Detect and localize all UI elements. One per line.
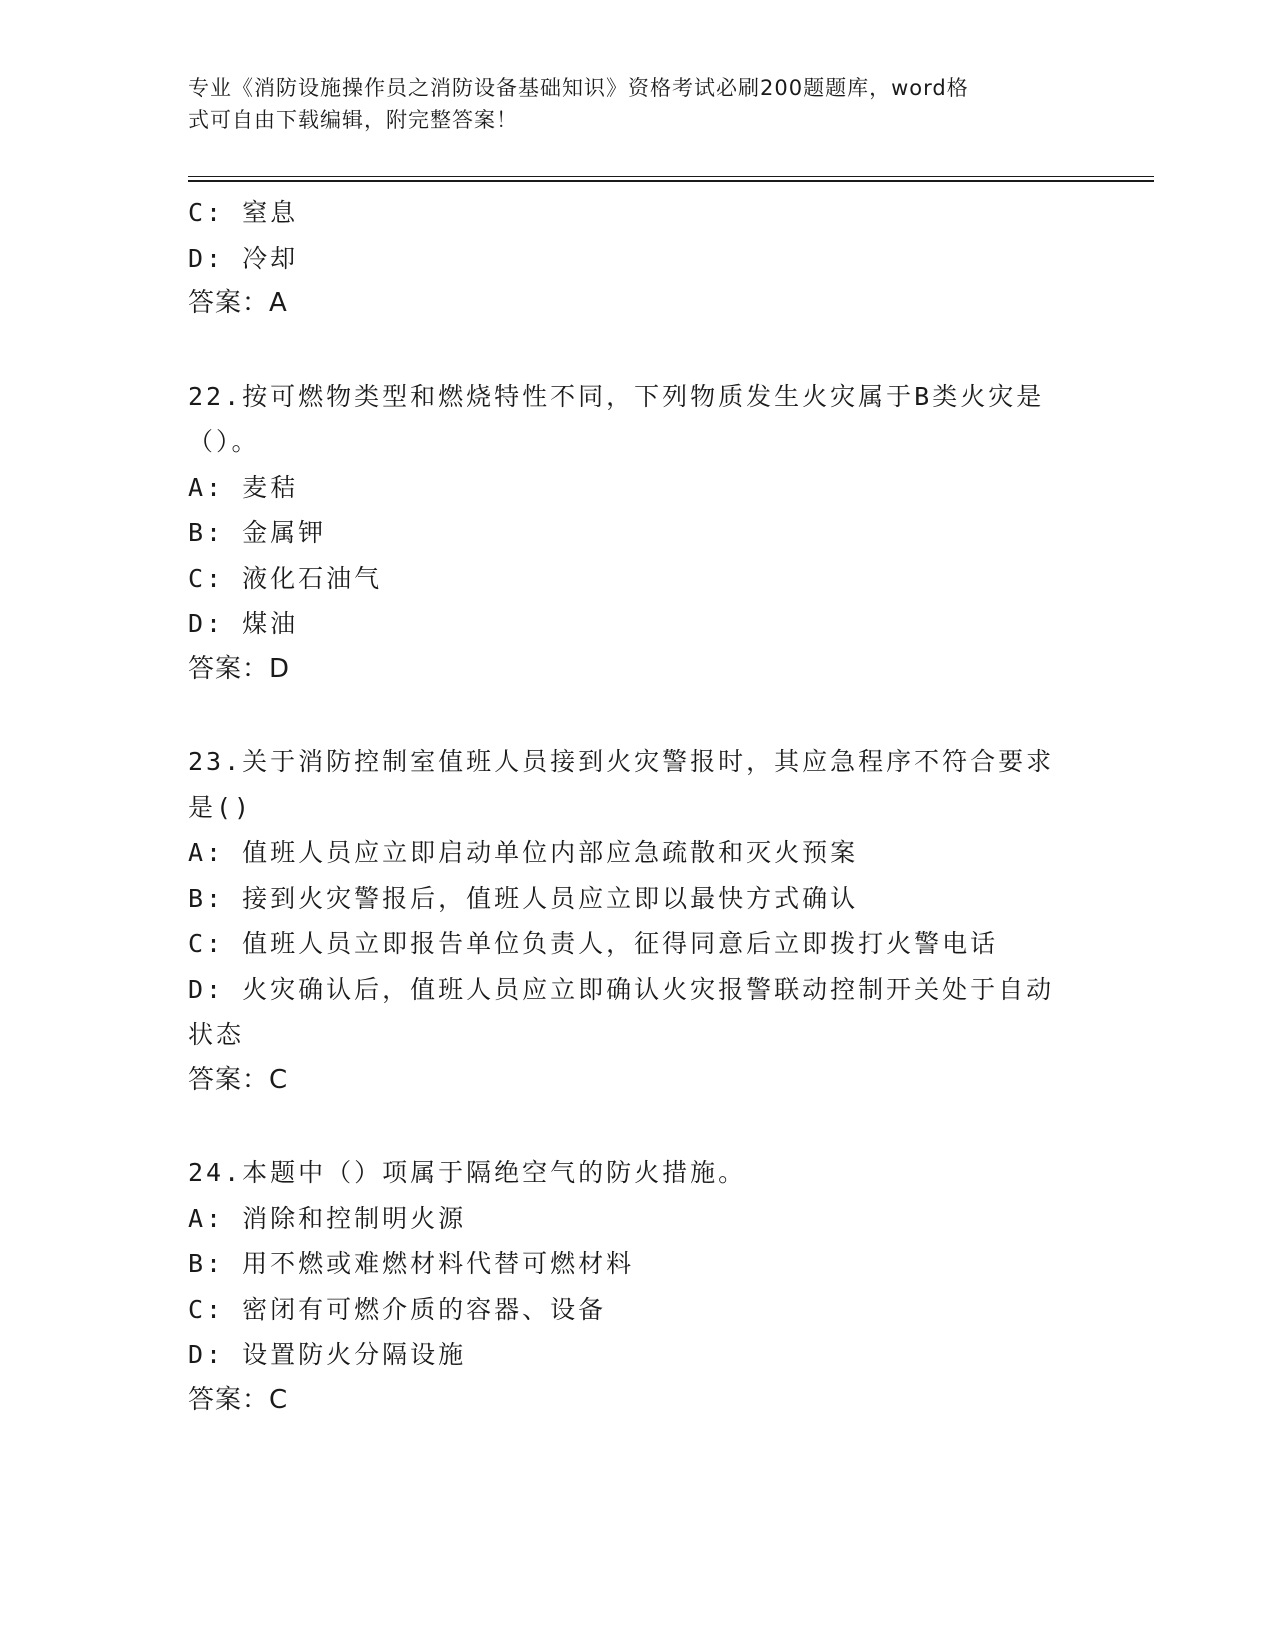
q22-stem-line-1: 22.按可燃物类型和燃烧特性不同，下列物质发生火灾属于B类火灾是 [188,381,1045,411]
question-24 [188,1150,1088,1423]
question-21-tail [188,190,1088,327]
q21-answer: 答案：A [188,288,288,318]
header-title-line-1: 专业《消防设施操作员之消防设备基础知识》资格考试必刷200题题库，word格 [188,76,969,100]
header-divider-thin [188,176,1154,177]
q24-answer: 答案：C [188,1384,289,1415]
spacer [188,327,1088,374]
q23-stem-line-2: 是() [188,792,253,822]
question-23 [188,739,1088,1103]
q24-option-b: B: 用不燃或难燃材料代替可燃材料 [188,1249,635,1278]
q23-option-d-line-1: D: 火灾确认后，值班人员应立即确认火灾报警联动控制开关处于自动 [188,974,1055,1004]
q23-stem-line-1: 23.关于消防控制室值班人员接到火灾警报时，其应急程序不符合要求 [188,747,1055,776]
spacer [188,1103,1088,1150]
q23-answer: 答案：C [188,1064,289,1095]
q21-option-d: D: 冷却 [188,243,299,273]
question-22 [188,374,1088,693]
spacer [188,692,1088,739]
q24-option-c: C: 密闭有可燃介质的容器、设备 [188,1294,607,1324]
q24-option-a: A: 消除和控制明火源 [188,1203,467,1233]
q22-option-a: A: 麦秸 [188,472,299,502]
q24-option-d: D: 设置防火分隔设施 [188,1340,467,1369]
q24-stem: 24.本题中（）项属于隔绝空气的防火措施。 [188,1158,747,1187]
header-divider-thick [188,180,1154,182]
q23-option-a: A: 值班人员应立即启动单位内部应急疏散和灭火预案 [188,838,859,867]
q22-answer: 答案：D [188,653,291,684]
q22-option-b: B: 金属钾 [188,518,327,547]
q23-option-c: C: 值班人员立即报告单位负责人，征得同意后立即拨打火警电话 [188,929,999,958]
document-header [188,72,1068,136]
q22-option-c: C: 液化石油气 [188,563,383,593]
header-title-line-2: 式可自由下载编辑，附完整答案！ [188,108,518,132]
q22-stem-line-2: （）。 [188,427,260,456]
q23-option-d-line-2: 状态 [188,1020,245,1049]
question-list [188,190,1088,1423]
q22-option-d: D: 煤油 [188,609,299,638]
q21-option-c: C: 窒息 [188,198,299,227]
q23-option-b: B: 接到火灾警报后，值班人员应立即以最快方式确认 [188,883,859,913]
